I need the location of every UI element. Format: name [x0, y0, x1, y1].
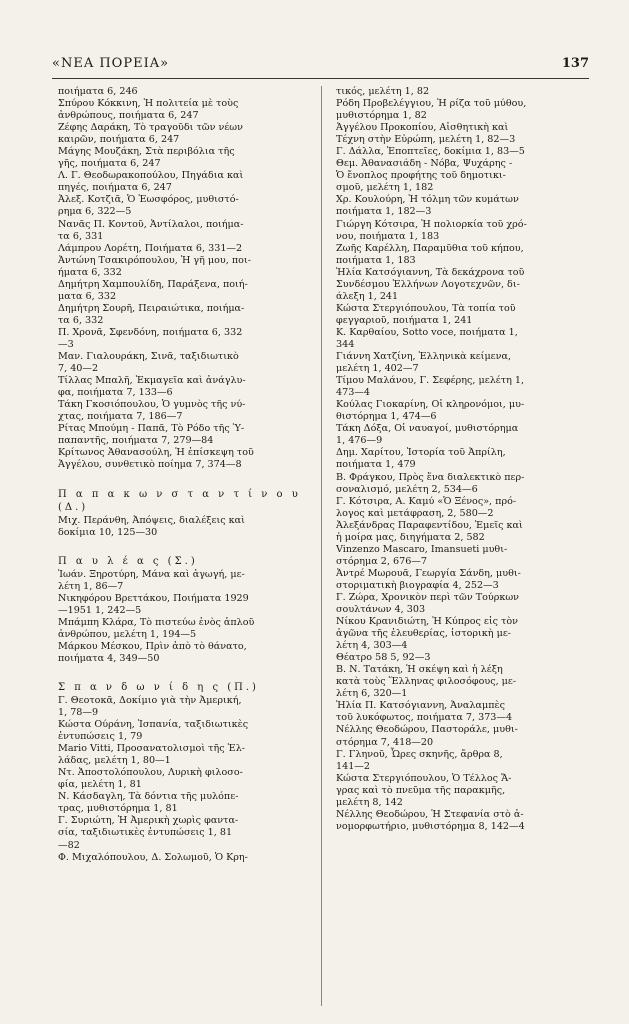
index-entry	[58, 815, 312, 851]
entry-line: φεγγαριοῦ, ποιήματα 1, 241	[336, 314, 473, 326]
entry-line: Μάγης Μουζάκη, Στὰ περιβόλια τῆς	[58, 146, 235, 158]
entry-line: ήματα 6, 332	[58, 266, 122, 278]
entry-line: Λάμπρου Λορέτη, Ποιήματα 6, 331—2	[58, 242, 243, 254]
index-entry	[58, 447, 312, 471]
entry-line: Τάκη Γκοσιόπουλου, Ὁ γυμνὸς τῆς νύ-	[58, 399, 246, 411]
index-entry	[58, 303, 312, 327]
entry-line: Γιώργη Κότσιρα, Ἡ πολιορκία τοῦ χρό-	[336, 218, 527, 230]
index-entry	[58, 399, 312, 423]
index-entry	[336, 568, 590, 592]
entry-line: Ἀντώνη Τσακιρόπουλου, Ἡ γῆ μου, ποι-	[58, 254, 251, 266]
index-entry	[336, 592, 590, 616]
index-entry	[336, 194, 590, 218]
index-entry	[336, 724, 590, 748]
index-entry	[336, 544, 590, 568]
entry-line: 1, 78—9	[58, 707, 99, 719]
entry-line: γρας καὶ τὸ πνεῦμα τῆς παρακμῆς,	[336, 784, 506, 796]
index-entry	[336, 158, 590, 194]
entry-line: 7, 40—2	[58, 363, 99, 375]
index-entry	[58, 146, 312, 170]
entry-line: δοκίμια 10, 125—30	[58, 526, 158, 538]
index-entry	[336, 399, 590, 423]
index-entry	[336, 146, 590, 158]
entry-line: Κώστα Ούράνη, Ἰσπανία, ταξιδιωτικὲς	[58, 719, 249, 731]
entry-line: τικός, μελέτη 1, 82	[336, 86, 430, 97]
section-spandonidis	[58, 681, 312, 864]
index-entry	[58, 122, 312, 146]
entry-line: Κ. Καρθαίου, Sotto voce, ποιήματα 1,	[336, 326, 518, 338]
entry-line: Δημήτρη Σουρῆ, Πειραιώτικα, ποιήμα-	[58, 302, 245, 314]
index-entry	[336, 122, 590, 146]
section-heading: Π α π α κ ω ν σ τ α ν τ ί ν ο υ (Δ.)	[58, 488, 301, 513]
entry-line: Ἀντρέ Μωρουᾶ, Γεωργία Σάνδη, μυθι-	[336, 567, 521, 579]
section-heading: Π α υ λ έ α ς (Σ.)	[58, 555, 198, 567]
index-entry	[58, 641, 312, 665]
entry-line: ἀνθρώπους, ποιήματα 6, 247	[58, 110, 199, 122]
entry-line: Τίλλας Μπαλῆ, Ἐκμαγεῖα καὶ ἀνάγλυ-	[58, 375, 246, 387]
entry-line: Mario Vitti, Προσανατολισμοὶ τῆς Ἑλ-	[58, 743, 246, 755]
entry-line: Λ. Γ. Θεοδωρακοπούλου, Πηγάδια καὶ	[58, 170, 244, 182]
entry-line: κατὰ τοὺς Ἕλληνας φιλοσόφους, με-	[336, 676, 517, 688]
entry-line: Ν. Κάσδαγλη, Τὰ δόντια τῆς μυλόπε-	[58, 791, 239, 803]
index-entry	[336, 243, 590, 267]
entry-line: γῆς, ποιήματα 6, 247	[58, 158, 161, 170]
index-entry	[58, 255, 312, 279]
index-entry	[58, 593, 312, 617]
entry-line: ποιήματα 1, 183	[336, 254, 416, 266]
index-entry	[58, 569, 312, 593]
entry-line: σουλτάνων 4, 303	[336, 604, 426, 616]
index-entry	[336, 496, 590, 520]
entry-line: Γ. Δάλλα, Ἐποπτεῖες, δοκίμια 1, 83—5	[336, 146, 525, 158]
entry-line: σμοῦ, μελέτη 1, 182	[336, 182, 434, 194]
entry-line: 141—2	[336, 760, 371, 772]
entry-line: Ἠλία Κατσόγιαννη, Τὰ δεκάχρονα τοῦ	[336, 266, 525, 278]
index-entry	[58, 695, 312, 719]
entry-line: Ζωῆς Καρέλλη, Παραμῦθια τοῦ κήπου,	[336, 242, 524, 254]
entry-line: Φ. Μιχαλόπουλου, Δ. Σολωμοῦ, Ὁ Κρη-	[58, 851, 248, 863]
entry-line: φία, μελέτη 1, 81	[58, 779, 142, 791]
index-entry	[58, 86, 312, 98]
entry-line: νου, ποιήματα 1, 183	[336, 230, 440, 242]
index-entry	[336, 86, 590, 98]
entry-line: Ρίτας Μπούμη - Παπᾶ, Τὸ Ρόδο τῆς Ὑ-	[58, 423, 245, 435]
entry-line: ἀνθρώπου, μελέτη 1, 194—5	[58, 628, 197, 640]
entry-line: λέτη 1, 86—7	[58, 580, 124, 592]
entry-line: Γ. Συριώτη, Ἡ Ἀμερικὴ χωρὶς φαντα-	[58, 815, 239, 827]
entry-line: ἀγῶνα τῆς ἐλευθερίας, ἱστορικὴ με-	[336, 628, 512, 640]
entry-line: Χρ. Κουλούρη, Ἡ τόλμη τῶν κυμάτων	[336, 194, 519, 206]
index-entry	[58, 719, 312, 743]
entry-line: λάδας, μελέτη 1, 80—1	[58, 755, 171, 767]
section-entries	[58, 695, 312, 864]
entry-line: άλεξη 1, 241	[336, 290, 399, 302]
index-entry	[58, 327, 312, 351]
entry-line: Ἀγγέλου Προκοπίου, Αἰσθητικὴ καὶ	[336, 122, 509, 134]
index-entry	[336, 98, 590, 122]
section-entries	[58, 515, 312, 539]
entry-line: Γ. Κότσιρα, Α. Καμύ «Ὁ Ξένος», πρό-	[336, 495, 517, 507]
index-entry	[336, 664, 590, 700]
entry-line: ποιήματα 1, 479	[336, 459, 416, 471]
entry-line: ποιήματα 1, 182—3	[336, 206, 432, 218]
entry-line: παπαντῆς, ποιήματα 7, 279—84	[58, 435, 214, 447]
entry-line: πηγές, ποιήματα 6, 247	[58, 182, 172, 194]
entry-line: σοναλισμό, μελέτη 2, 534—6	[336, 483, 478, 495]
index-entry	[58, 219, 312, 243]
entry-line: ποιήματα 4, 349—50	[58, 652, 160, 664]
entry-line: Ἰωάν. Ξηροτύρη, Μάνα καὶ ἀγωγή, με-	[58, 568, 245, 580]
section-papakonstantinou	[58, 488, 312, 539]
index-entry	[336, 267, 590, 303]
entry-line: ποιήματα 6, 246	[58, 86, 138, 97]
entry-line: Γιάννη Χατζίνη, Ἑλληνικὰ κείμενα,	[336, 351, 512, 363]
entry-line: Τάκη Δόξα, Οἱ ναυαγοί, μυθιστόρημα	[336, 423, 519, 435]
right-entries	[336, 86, 590, 833]
index-entry	[58, 194, 312, 218]
entry-line: Ζέφης Δαράκη, Τὸ τραγοῦδι τῶν νέων	[58, 122, 243, 134]
entry-line: —3	[58, 338, 74, 350]
section-pauleas	[58, 555, 312, 665]
running-head	[52, 56, 589, 74]
entry-line: μυθιστόρημα 1, 82	[336, 110, 427, 122]
entry-line: λογος καὶ μετάφραση, 2, 580—2	[336, 507, 494, 519]
entry-line: Ἀλεξάνδρας Παραφεντίδου, Ἐμεῖς καὶ	[336, 519, 523, 531]
index-entry	[336, 616, 590, 652]
entry-line: Δημ. Χαρίτου, Ἱστορία τοῦ Ἀπρίλη,	[336, 447, 506, 459]
entry-line: Κούλας Γιοκαρίνη, Οἱ κληρονόμοι, μυ-	[336, 399, 525, 411]
entry-line: λέτη 4, 303—4	[336, 640, 408, 652]
entry-line: Vinzenzo Mascaro, Imansueti μυθι-	[336, 543, 508, 555]
index-entry	[58, 351, 312, 375]
entry-line: μελέτη 8, 142	[336, 796, 403, 808]
index-entry	[58, 515, 312, 539]
entry-line: Γ. Θεοτοκᾶ, Δοκίμιο γιὰ τὴν Ἀμερική,	[58, 694, 242, 706]
entry-line: Δημήτρη Χαμπουλίδη, Παράξενα, ποιή-	[58, 278, 248, 290]
index-entry	[336, 809, 590, 833]
section-entries	[58, 569, 312, 665]
entry-line: Θέατρο 58 5, 92—3	[336, 652, 431, 664]
entry-line: Ἀλεξ. Κοτζιᾶ, Ὁ Ἑωσφόρος, μυθιστό-	[58, 194, 239, 206]
entry-line: Τίμου Μαλάνου, Γ. Σεφέρης, μελέτη 1,	[336, 375, 525, 387]
entry-line: Ἀγγέλου, συνθετικὸ ποίημα 7, 374—8	[58, 459, 242, 471]
entry-line: τα 6, 331	[58, 230, 104, 242]
index-entry	[336, 520, 590, 544]
index-entry	[336, 472, 590, 496]
entry-line: Γ. Γληνοῦ, Ὧρες σκηνῆς, ἄρθρα 8,	[336, 748, 503, 760]
entry-line: ἐντυπώσεις 1, 79	[58, 731, 143, 743]
journal-title: «ΝΕΑ ΠΟΡΕΙΑ»	[52, 56, 170, 71]
entry-line: Μπάμπη Κλάρα, Τὸ πιστεύω ἑνὸς ἁπλοῦ	[58, 616, 255, 628]
header-rule	[52, 78, 589, 79]
entry-line: τα 6, 332	[58, 314, 104, 326]
entry-line: Κώστα Στεργιόπουλου, Ὁ Τέλλος Ἄ-	[336, 772, 512, 784]
entry-line: Σπύρου Κόκκινη, Ἡ πολιτεία μὲ τοὺς	[58, 98, 239, 110]
index-entry	[58, 617, 312, 641]
index-entry	[58, 852, 312, 864]
entry-line: χτας, ποιήματα 7, 186—7	[58, 411, 183, 423]
entry-line: Β. Ν. Τατάκη, Ἡ σκέψη καὶ ἡ λέξη	[336, 664, 503, 676]
entry-line: ἡ μοίρα μας, διηγήματα 2, 582	[336, 531, 485, 543]
entry-line: θιστόρημα 1, 474—6	[336, 411, 437, 423]
index-entry	[336, 351, 590, 375]
entry-line: Μιχ. Περάνθη, Ἀπόψεις, διαλέξεις καὶ	[58, 514, 245, 526]
entry-line: Ὁ ἔνοπλος προφήτης τοῦ δημοτικι-	[336, 170, 506, 182]
page-number: 137	[561, 56, 589, 71]
index-entry	[58, 423, 312, 447]
entry-line: νομορφωτήριο, μυθιστόρημα 8, 142—4	[336, 820, 525, 832]
entry-line: στόρημα 2, 676—7	[336, 555, 427, 567]
index-entry	[58, 279, 312, 303]
entry-line: στόρημα 7, 418—20	[336, 736, 434, 748]
entry-line: Ἠλία Π. Κατσόγιαννη, Ἀναλαμπὲς	[336, 700, 506, 712]
index-entry	[58, 98, 312, 122]
index-entry	[58, 791, 312, 815]
entry-line: ρημα 6, 322—5	[58, 206, 132, 218]
index-entry	[336, 652, 590, 664]
entry-line: τοῦ λυκόφωτος, ποιήματα 7, 373—4	[336, 712, 513, 724]
entry-line: μελέτη 1, 402—7	[336, 363, 419, 375]
index-entry	[58, 375, 312, 399]
column-divider	[321, 86, 322, 1006]
index-entry	[336, 303, 590, 327]
index-entry	[336, 773, 590, 809]
entry-line: Ντ. Ἀποστολόπουλου, Λυρικὴ φιλοσο-	[58, 767, 243, 779]
entry-line: Νανᾶς Π. Κοντοῦ, Ἀντίλαλοι, ποιήμα-	[58, 218, 244, 230]
entry-line: 344	[336, 338, 355, 350]
entry-line: 1, 476—9	[336, 435, 383, 447]
entry-line: Νέλλης Θεοδώρου, Παστοράλε, μυθι-	[336, 724, 518, 736]
entry-line: Μάρκου Μέσκου, Πρὶν ἀπὸ τὸ θάνατο,	[58, 640, 247, 652]
index-entry	[336, 749, 590, 773]
index-entry	[336, 423, 590, 447]
index-entry	[58, 170, 312, 194]
section-heading: Σ π α ν δ ω ν ί δ η ς (Π.)	[58, 681, 259, 693]
entry-line: φα, ποιήματα 7, 133—6	[58, 387, 173, 399]
index-entry	[336, 327, 590, 351]
entry-line: στοριματικὴ βιογραφία 4, 252—3	[336, 579, 499, 591]
entry-line: ματα 6, 332	[58, 290, 117, 302]
entry-line: Π. Χρονᾶ, Σφενδόνη, ποιήματα 6, 332	[58, 326, 243, 338]
entry-line: καιρῶν, ποιήματα 6, 247	[58, 134, 180, 146]
entry-line: λέτη 6, 320—1	[336, 688, 408, 700]
entry-line: Ρόδη Προβελέγγιου, Ἡ ρίζα τοῦ μύθου,	[336, 98, 527, 110]
entry-line: Τέχνη στὴν Εὐρώπη, μελέτη 1, 82—3	[336, 134, 516, 146]
entry-line: Γ. Ζώρα, Χρονικὸν περὶ τῶν Τούρκων	[336, 591, 519, 603]
index-entry	[58, 743, 312, 767]
index-entry	[58, 243, 312, 255]
index-entry	[336, 447, 590, 471]
entry-line: 473—4	[336, 387, 371, 399]
entry-line: σία, ταξιδιωτικὲς ἐντυπώσεις 1, 81	[58, 827, 233, 839]
entry-line: —1951 1, 242—5	[58, 604, 142, 616]
entry-line: Νικηφόρου Βρεττάκου, Ποιήματα 1929	[58, 592, 249, 604]
left-top-entries	[58, 86, 312, 472]
left-column	[58, 86, 312, 864]
index-entry	[336, 219, 590, 243]
entry-line: Νέλλης Θεοδώρου, Ἡ Στεφανία στὸ ἀ-	[336, 808, 524, 820]
entry-line: —82	[58, 839, 80, 851]
entry-line: Μαν. Γιαλουράκη, Σινᾶ, ταξιδιωτικὸ	[58, 351, 239, 363]
index-entry	[336, 375, 590, 399]
entry-line: Κώστα Στεργιόπουλου, Τὰ τοπία τοῦ	[336, 302, 516, 314]
entry-line: Β. Φράγκου, Πρὸς ἕνα διαλεκτικὸ περ-	[336, 471, 525, 483]
index-entry	[336, 700, 590, 724]
entry-line: Συνδέσμου Ἑλλήνων Λογοτεχνῶν, δι-	[336, 278, 520, 290]
index-entry	[58, 767, 312, 791]
right-column	[336, 86, 590, 833]
entry-line: Κρίτωνος Ἀθανασούλη, Ἡ ἐπίσκεψη τοῦ	[58, 447, 254, 459]
entry-line: τρας, μυθιστόρημα 1, 81	[58, 803, 178, 815]
entry-line: Νίκου Κρανιδιώτη, Ἡ Κύπρος εἰς τὸν	[336, 616, 518, 628]
entry-line: Θεμ. Ἀθανασιάδη - Νόβα, Ψυχάρης -	[336, 158, 513, 170]
